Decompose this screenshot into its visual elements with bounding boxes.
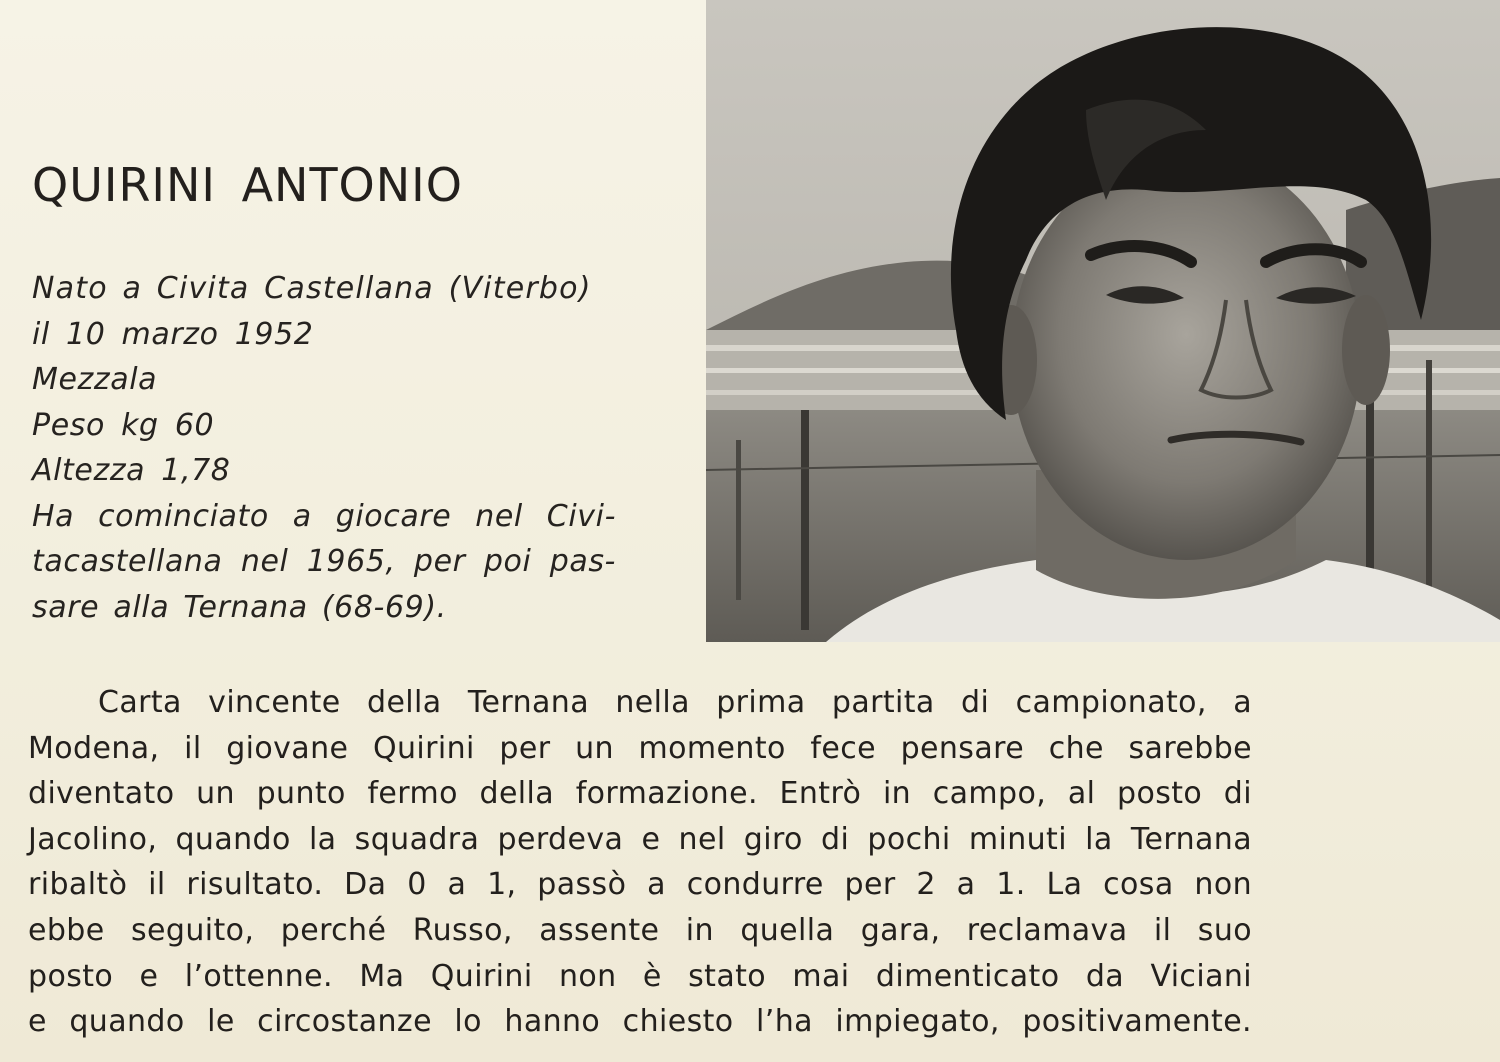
article-line: Carta vincente della Ternana nella prima partita di campionato, a	[98, 685, 1252, 720]
bio-birthdate: il 10 marzo 1952	[32, 316, 314, 352]
article-line: Jacolino, quando la squadra perdeva e nel giro di pochi minuti la Ternana	[28, 821, 1252, 857]
bio-role: Mezzala	[32, 362, 158, 397]
article-line: Modena, il giovane Quirini per un momento fece pensare che sarebbe	[28, 730, 1252, 766]
bio-weight: Peso kg 60	[32, 407, 215, 443]
article-line: diventato un punto fermo della formazione. Entrò in campo, al posto di	[28, 776, 1252, 812]
article-line: ebbe seguito, perché Russo, assente in quella gara, reclamava il suo	[28, 912, 1252, 948]
article-text	[28, 680, 1252, 1045]
bio-height: Altezza 1,78	[32, 453, 231, 488]
player-photo	[706, 0, 1500, 642]
article-line: ribaltò il risultato. Da 0 a 1, passò a condurre per 2 a 1. La cosa non	[28, 867, 1252, 903]
bio-birthplace: Nato a Civita Castellana (Viterbo)	[32, 271, 592, 306]
player-name: QUIRINI ANTONIO	[32, 158, 463, 212]
player-bio	[32, 266, 622, 630]
article-line: posto e l’ottenne. Ma Quirini non è stato mai dimenticato da Viciani	[28, 958, 1252, 994]
bio-career-line: sare alla Ternana (68-69).	[32, 589, 447, 625]
bio-career-line: Ha cominciato a giocare nel Civi-	[32, 498, 616, 534]
bio-career-line: tacastellana nel 1965, per poi pas-	[32, 544, 616, 579]
article-line: e quando le circostanze lo hanno chiesto l’ha impiegato, positivamente.	[28, 1004, 1252, 1040]
